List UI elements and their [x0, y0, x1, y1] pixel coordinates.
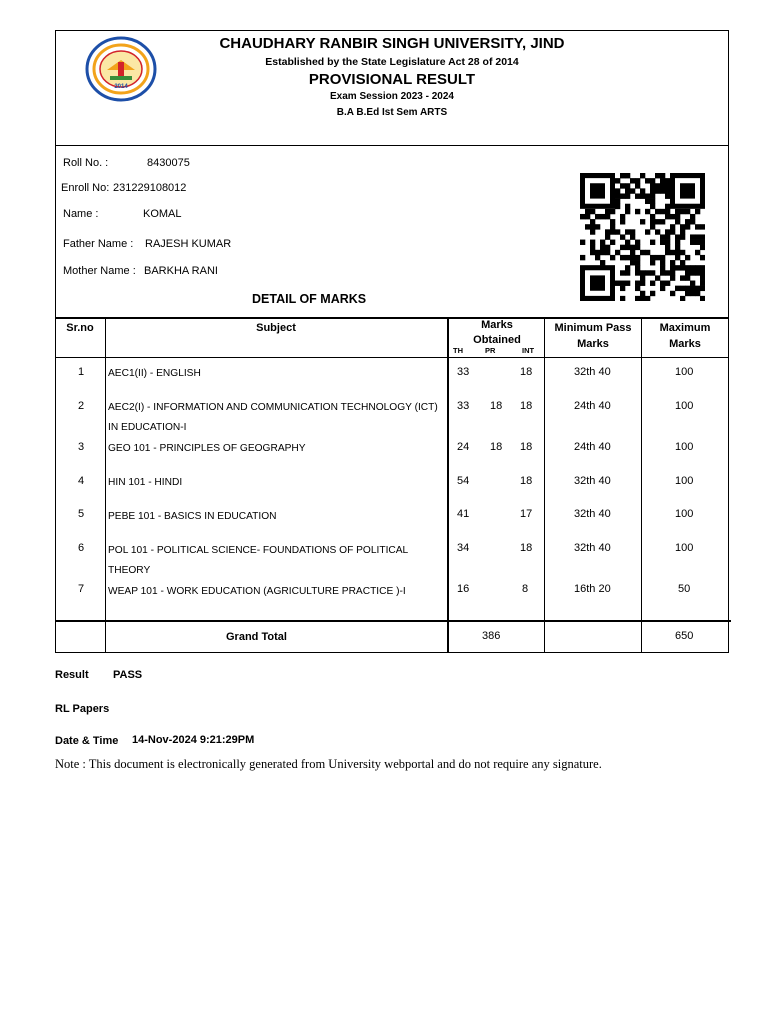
- total-row-divider: [55, 620, 731, 622]
- grand-total-max: 650: [675, 630, 694, 642]
- result-value: PASS: [113, 669, 143, 681]
- detail-heading: DETAIL OF MARKS: [252, 292, 367, 306]
- row-subject: POL 101 - POLITICAL SCIENCE- FOUNDATIONS OF POLITICAL THEORY: [108, 545, 408, 576]
- row-subject: WEAP 101 - WORK EDUCATION (AGRICULTURE PRACTICE )-I: [108, 586, 406, 597]
- row-th: 34: [457, 542, 470, 554]
- roll-number: 8430075: [147, 157, 190, 169]
- established-line: Established by the State Legislature Act 28 of 2014: [265, 56, 519, 68]
- row-th: 33: [457, 400, 470, 412]
- row-srno: 7: [78, 583, 85, 595]
- roll-label: Roll No. :: [63, 157, 109, 169]
- col-header-max: Maximum Marks: [659, 322, 711, 350]
- result-label: Result: [55, 669, 89, 681]
- col-header-srno: Sr.no: [66, 322, 94, 334]
- col-divider: [105, 318, 106, 653]
- row-max: 100: [675, 542, 694, 554]
- row-srno: 2: [78, 400, 85, 412]
- col-header-min: Minimum Pass Marks: [554, 322, 632, 350]
- col-header-int: INT: [522, 346, 535, 355]
- row-srno: 6: [78, 542, 85, 554]
- row-th: 16: [457, 583, 470, 595]
- col-header-subject: Subject: [256, 322, 296, 334]
- mother-name: BARKHA RANI: [144, 265, 218, 277]
- row-min: 24th 40: [574, 441, 611, 453]
- grand-total-label: Grand Total: [226, 631, 287, 643]
- footer-note: Note : This document is electronically generated from University webportal and do not require any signature.: [55, 757, 602, 771]
- row-min: 32th 40: [574, 508, 611, 520]
- row-min: 16th 20: [574, 583, 611, 595]
- row-srno: 3: [78, 441, 85, 453]
- col-header-pr: PR: [485, 346, 496, 355]
- row-max: 100: [675, 475, 694, 487]
- row-min: 32th 40: [574, 542, 611, 554]
- row-srno: 5: [78, 508, 85, 520]
- row-th: 54: [457, 475, 470, 487]
- row-pr: 18: [490, 400, 503, 412]
- student-name: KOMAL: [143, 208, 182, 220]
- rl-papers-label: RL Papers: [55, 703, 110, 715]
- row-srno: 1: [78, 366, 85, 378]
- row-int: 18: [520, 441, 533, 453]
- row-th: 33: [457, 366, 470, 378]
- row-int: 18: [520, 542, 533, 554]
- row-int: 18: [520, 366, 533, 378]
- row-max: 100: [675, 508, 694, 520]
- enroll-label: Enroll No:: [61, 182, 110, 194]
- col-header-th: TH: [453, 346, 463, 355]
- document-title: PROVISIONAL RESULT: [308, 71, 476, 88]
- row-min: 32th 40: [574, 366, 611, 378]
- course-name: B.A B.Ed Ist Sem ARTS: [336, 107, 448, 118]
- row-min: 32th 40: [574, 475, 611, 487]
- col-divider: [544, 318, 545, 653]
- row-max: 50: [678, 583, 691, 595]
- grand-total-obtained: 386: [482, 630, 501, 642]
- row-int: 8: [522, 583, 529, 595]
- row-th: 41: [457, 508, 470, 520]
- logo-year: 2014: [114, 84, 128, 90]
- row-max: 100: [675, 400, 694, 412]
- row-subject: HIN 101 - HINDI: [108, 477, 183, 488]
- header-row-divider: [55, 357, 729, 358]
- row-srno: 4: [78, 475, 85, 487]
- col-header-marks: Marks Obtained: [473, 319, 521, 346]
- university-name: CHAUDHARY RANBIR SINGH UNIVERSITY, JIND: [219, 35, 565, 52]
- row-subject: GEO 101 - PRINCIPLES OF GEOGRAPHY: [108, 443, 306, 454]
- enroll-number: 231229108012: [113, 182, 187, 194]
- mother-label: Mother Name :: [63, 265, 136, 277]
- row-int: 18: [520, 400, 533, 412]
- row-pr: 18: [490, 441, 503, 453]
- row-max: 100: [675, 441, 694, 453]
- exam-session: Exam Session 2023 - 2024: [330, 91, 454, 102]
- name-label: Name :: [63, 208, 99, 220]
- row-subject: PEBE 101 - BASICS IN EDUCATION: [108, 511, 277, 522]
- datetime-value: 14-Nov-2024 9:21:29PM: [132, 734, 255, 746]
- father-name: RAJESH KUMAR: [145, 238, 232, 250]
- row-subject: AEC2(I) - INFORMATION AND COMMUNICATION TECHNOLOGY (ICT) IN EDUCATION-I: [108, 402, 438, 433]
- col-divider: [641, 318, 642, 653]
- datetime-label: Date & Time: [55, 735, 119, 747]
- row-int: 17: [520, 508, 533, 520]
- father-label: Father Name :: [63, 238, 134, 250]
- col-divider: [447, 318, 449, 653]
- row-max: 100: [675, 366, 694, 378]
- qr-code: [580, 173, 705, 301]
- row-th: 24: [457, 441, 470, 453]
- row-subject: AEC1(II) - ENGLISH: [108, 368, 201, 379]
- row-int: 18: [520, 475, 533, 487]
- row-min: 24th 40: [574, 400, 611, 412]
